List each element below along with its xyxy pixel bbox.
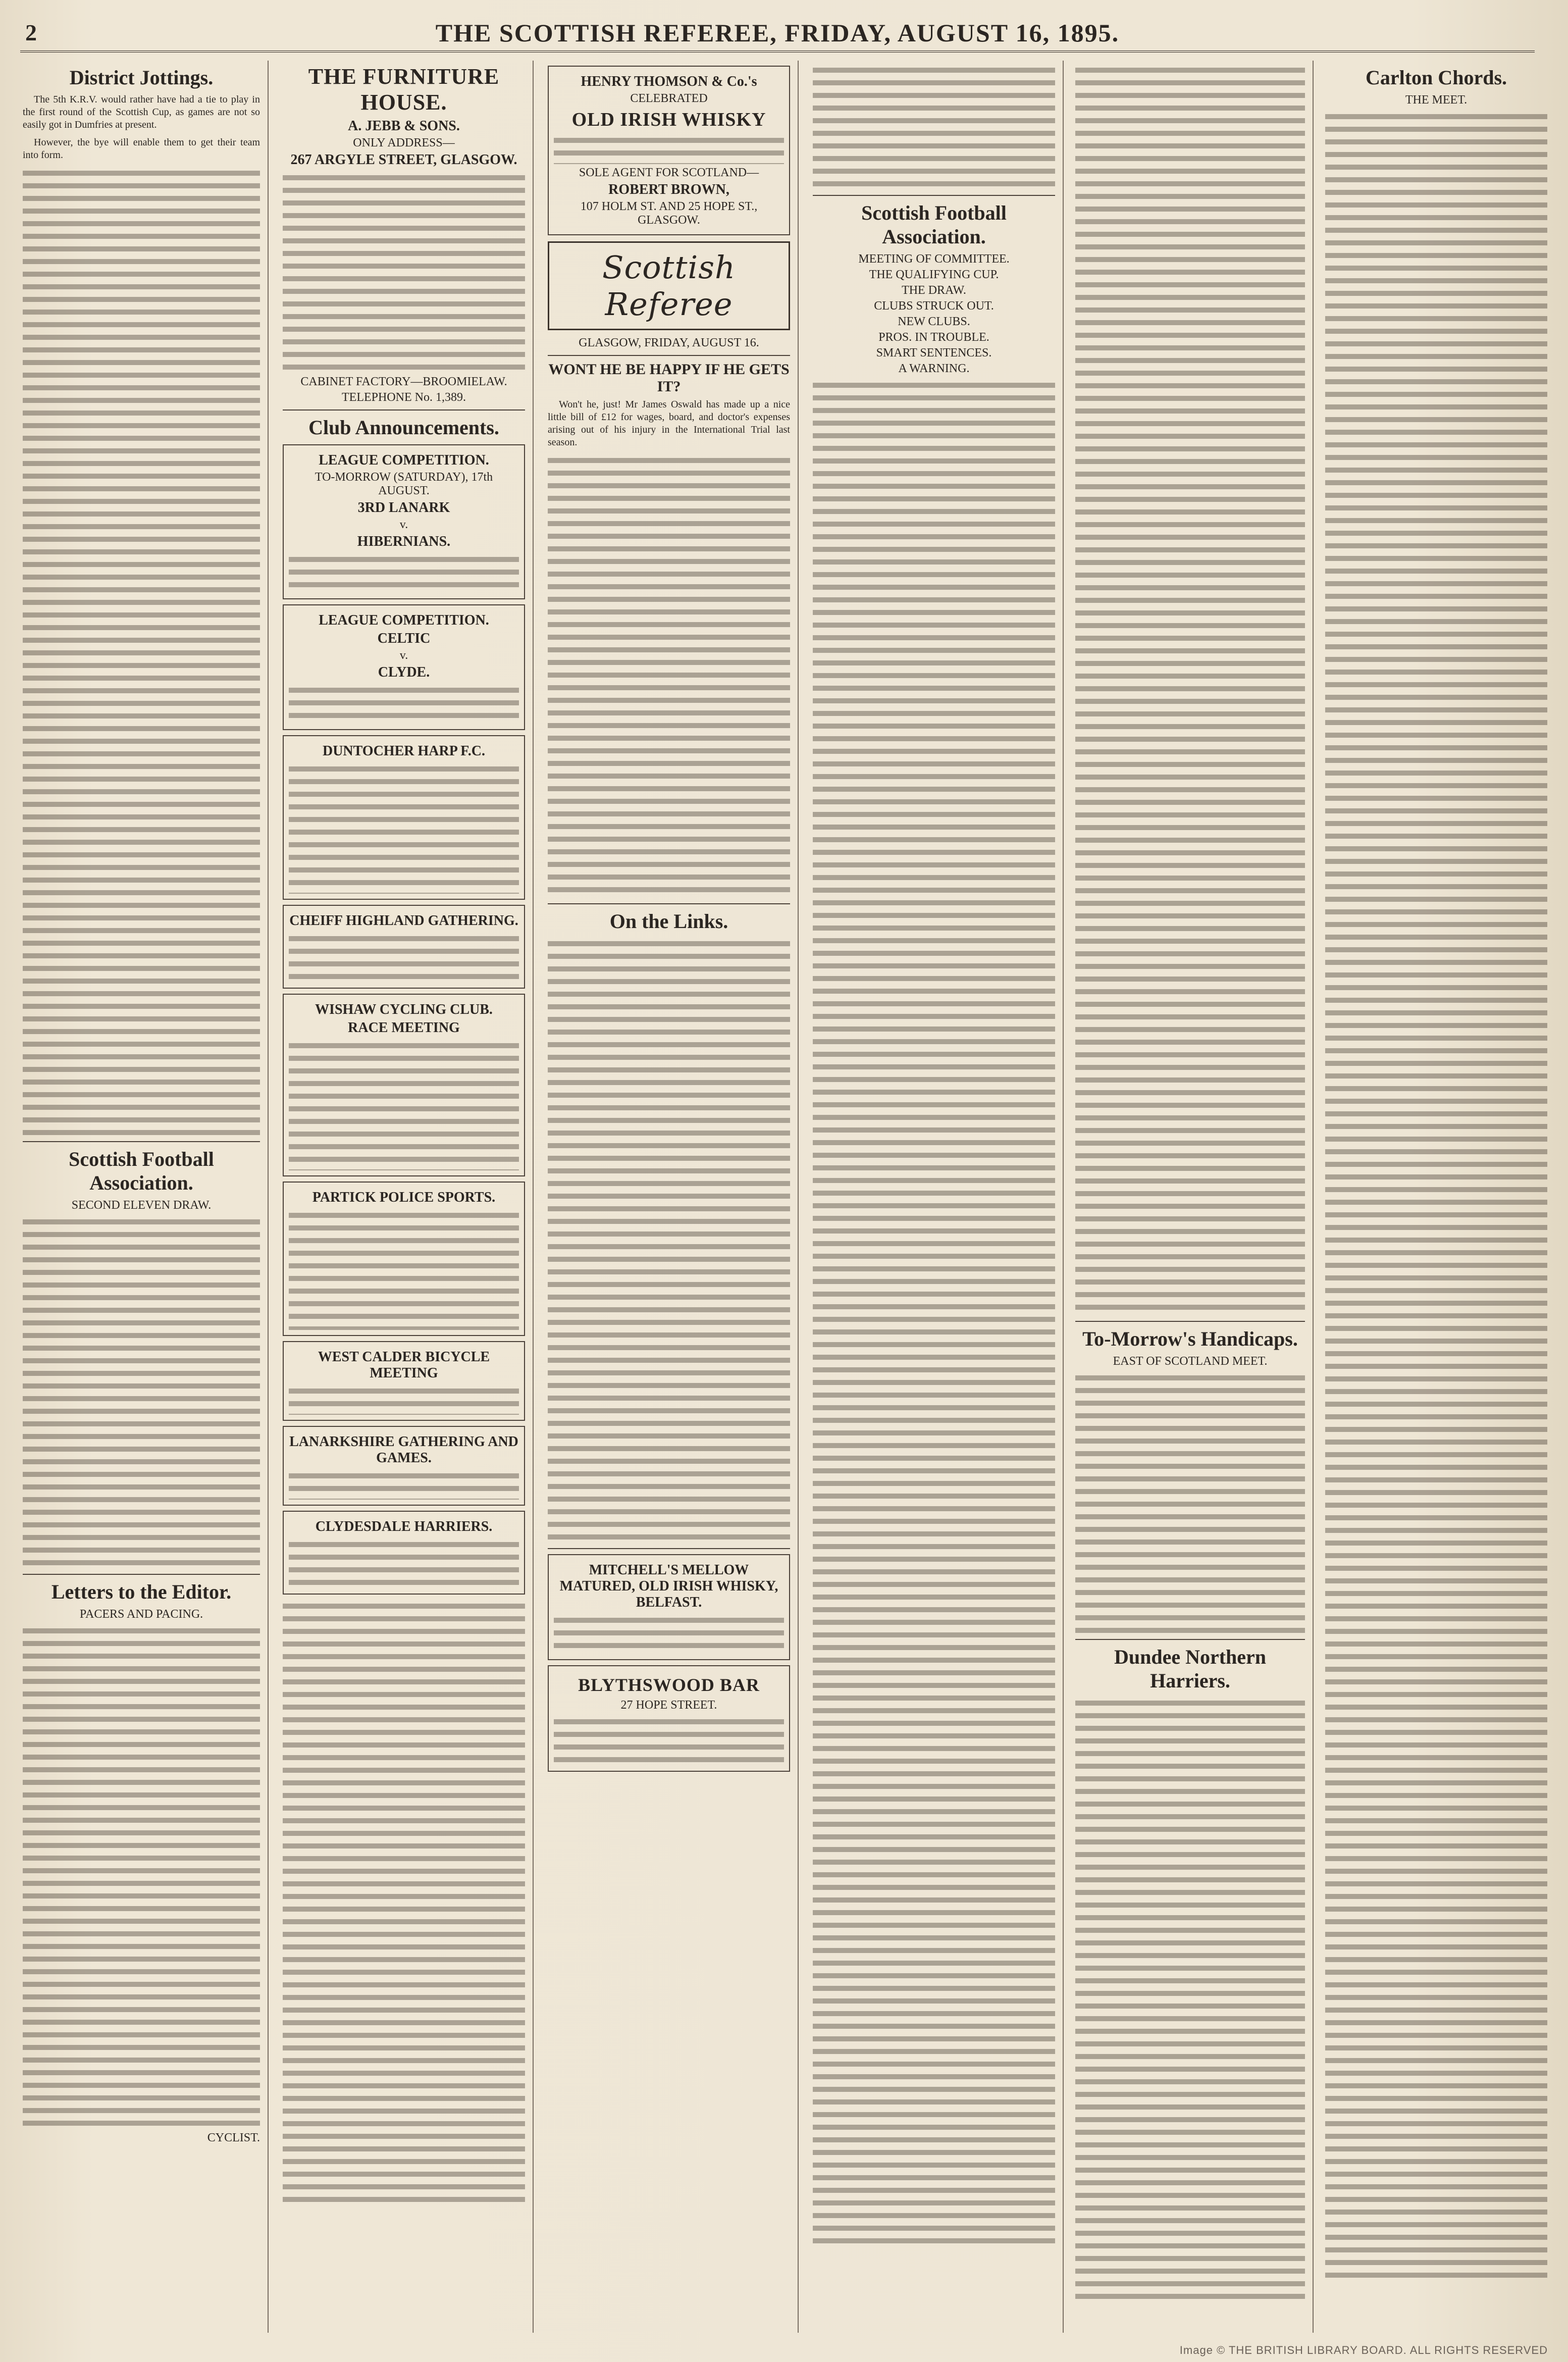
partick-ad (283, 1182, 525, 1336)
divider (1075, 1321, 1305, 1322)
article-text-block (1075, 1697, 1305, 2302)
league-title: LEAGUE COMPETITION. (319, 452, 489, 468)
article-text-block (23, 167, 260, 1136)
versus: v. (399, 518, 408, 531)
links-text-block (548, 937, 790, 1543)
divider (23, 1574, 260, 1575)
ad-title: BLYTHSWOOD BAR (578, 1675, 760, 1695)
east-meet: EAST OF SCOTLAND MEET. (1113, 1355, 1268, 1368)
draw-list-block (23, 1215, 260, 1569)
ad-title: LANARKSHIRE GATHERING AND GAMES. (289, 1434, 518, 1466)
league-title: LEAGUE COMPETITION. (319, 612, 489, 628)
letter-subheading: PACERS AND PACING. (79, 1608, 203, 1621)
team-name: HIBERNIANS. (357, 534, 451, 549)
ad-text (289, 1538, 519, 1588)
column-rule (1313, 61, 1314, 2333)
ad-text (289, 1384, 519, 1415)
ad-text (554, 134, 784, 164)
carlton-chords-heading: Carlton Chords. (1365, 66, 1507, 89)
the-meet-subheading: THE MEET. (1405, 93, 1468, 107)
telephone-number: TELEPHONE No. 1,389. (342, 391, 466, 404)
subheading: A WARNING. (898, 362, 970, 375)
ad-subtitle: RACE MEETING (348, 1020, 460, 1036)
letter-text-block (23, 1624, 260, 2129)
divider (23, 1141, 260, 1142)
column-rule (1063, 61, 1064, 2333)
masthead-title: THE SCOTTISH REFEREE, FRIDAY, AUGUST 16, 1895. (435, 19, 1120, 47)
page-number: 2 (25, 20, 37, 45)
column-1 (23, 61, 260, 2333)
column-5 (1075, 61, 1305, 2333)
column-rule (268, 61, 269, 2333)
divider (1075, 1639, 1305, 1640)
cheiff-ad (283, 905, 525, 989)
ad-text (289, 1039, 519, 1170)
cabinet-factory: CABINET FACTORY—BROOMIELAW. (300, 375, 507, 388)
ad-title: CHEIFF HIGHLAND GATHERING. (289, 913, 518, 929)
ad-text (289, 553, 519, 593)
masthead (20, 15, 1535, 53)
only-address-label: ONLY ADDRESS— (353, 136, 455, 149)
column-rule (533, 61, 534, 2333)
leader-text-block (548, 454, 790, 898)
lanarkshire-ad (283, 1426, 525, 1506)
divider (548, 903, 790, 904)
league-ad-1 (283, 444, 525, 599)
article-text-block (1325, 110, 1547, 2281)
image-credit: Image © THE BRITISH LIBRARY BOARD. ALL RIGHTS RESERVED (1179, 2344, 1548, 2356)
ad-title: WEST CALDER BICYCLE MEETING (318, 1349, 490, 1381)
ad-title: DUNTOCHER HARP F.C. (322, 743, 486, 759)
divider (548, 1548, 790, 1549)
ad-title: PARTICK POLICE SPORTS. (312, 1190, 496, 1205)
subheading: NEW CLUBS. (898, 315, 970, 328)
scottish-referee-logo: Scottish Referee (548, 241, 790, 330)
whisky-heading: HENRY THOMSON & Co.'s (581, 74, 757, 89)
column-2 (283, 61, 525, 2333)
article-paragraph: However, the bye will enable them to get their team into form. (23, 137, 260, 161)
sfa-heading: Scottish Football Association. (861, 201, 1007, 248)
column-rule (798, 61, 799, 2333)
column-3 (548, 61, 790, 2333)
subheading: THE QUALIFYING CUP. (869, 268, 999, 281)
agent-name: ROBERT BROWN, (608, 182, 729, 197)
ad-text (289, 1209, 519, 1330)
advert-text-block (283, 171, 525, 373)
westcalder-ad (283, 1341, 525, 1421)
whisky-name: OLD IRISH WHISKY (571, 109, 766, 130)
sfa-second-eleven-heading: Scottish Football Association. (69, 1148, 214, 1194)
club-announcements-heading: Club Announcements. (308, 416, 499, 439)
article-text-block (813, 379, 1055, 2247)
article-text-block (813, 64, 1055, 190)
dateline: GLASGOW, FRIDAY, AUGUST 16. (579, 336, 759, 349)
team-name: CELTIC (377, 631, 431, 646)
clydesdale-ad (283, 1511, 525, 1595)
leader-heading: WONT HE BE HAPPY IF HE GETS IT? (548, 361, 790, 395)
divider (813, 195, 1055, 196)
divider (283, 409, 525, 410)
second-eleven-subheading: SECOND ELEVEN DRAW. (71, 1199, 212, 1212)
handicap-list-block (1075, 1371, 1305, 1634)
ad-text (289, 1469, 519, 1500)
subheading: SMART SENTENCES. (876, 346, 992, 360)
district-jottings-heading: District Jottings. (69, 66, 214, 89)
league-ad-2 (283, 604, 525, 730)
agent-address: 107 HOLM ST. AND 25 HOPE ST., GLASGOW. (580, 200, 758, 227)
column-6 (1325, 61, 1547, 2333)
ad-title: MITCHELL'S MELLOW MATURED, OLD IRISH WHISKY, BELFAST. (559, 1562, 778, 1610)
whisky-celebrated: CELEBRATED (630, 92, 708, 105)
ad-title: CLYDESDALE HARRIERS. (315, 1519, 493, 1534)
subheading: THE DRAW. (902, 284, 966, 297)
wishaw-ad (283, 994, 525, 1176)
divider (548, 355, 790, 356)
sole-agent-label: SOLE AGENT FOR SCOTLAND— (579, 166, 759, 179)
list-text-block (1075, 64, 1305, 1316)
duntocher-ad (283, 735, 525, 900)
article-paragraph: The 5th K.R.V. would rather have had a tie to play in the first round of the Scottish Cup, as games are not so easily got in Dumfries at present. (23, 94, 260, 130)
subheading: MEETING OF COMMITTEE. (858, 252, 1010, 266)
mitchell-ad (548, 1554, 790, 1660)
column-4 (813, 61, 1055, 2333)
on-the-links-heading: On the Links. (609, 910, 728, 933)
leader-paragraph: Won't he, just! Mr James Oswald has made up a nice little bill of £12 for wages, board, and doctor's expenses arising out of his injury in the International Trial last season. (548, 399, 790, 448)
team-name: 3RD LANARK (357, 500, 450, 516)
versus: v. (399, 649, 408, 662)
ad-title: WISHAW CYCLING CLUB. (315, 1002, 493, 1017)
furniture-firm: A. JEBB & SONS. (348, 118, 460, 134)
ad-text (289, 762, 519, 894)
furniture-address: 267 ARGYLE STREET, GLASGOW. (290, 152, 517, 168)
ad-text (554, 1715, 784, 1766)
league-date: TO-MORROW (SATURDAY), 17th AUGUST. (315, 471, 493, 497)
team-name: CLYDE. (378, 664, 430, 680)
ad-text (289, 684, 519, 724)
ad-text (554, 1614, 784, 1654)
blythswood-ad (548, 1665, 790, 1772)
handicaps-heading: To-Morrow's Handicaps. (1082, 1327, 1298, 1350)
ad-address: 27 HOPE STREET. (620, 1699, 717, 1712)
furniture-house-heading: THE FURNITURE HOUSE. (308, 64, 500, 115)
whisky-ad (548, 66, 790, 235)
subheading: PROS. IN TROUBLE. (878, 331, 989, 344)
dundee-harriers-heading: Dundee Northern Harriers. (1114, 1646, 1267, 1692)
letter-signature: CYCLIST. (207, 2131, 260, 2144)
railway-text-block (283, 1600, 525, 2205)
ad-text (289, 932, 519, 983)
letters-heading: Letters to the Editor. (51, 1580, 232, 1603)
subheading: CLUBS STRUCK OUT. (874, 299, 994, 313)
